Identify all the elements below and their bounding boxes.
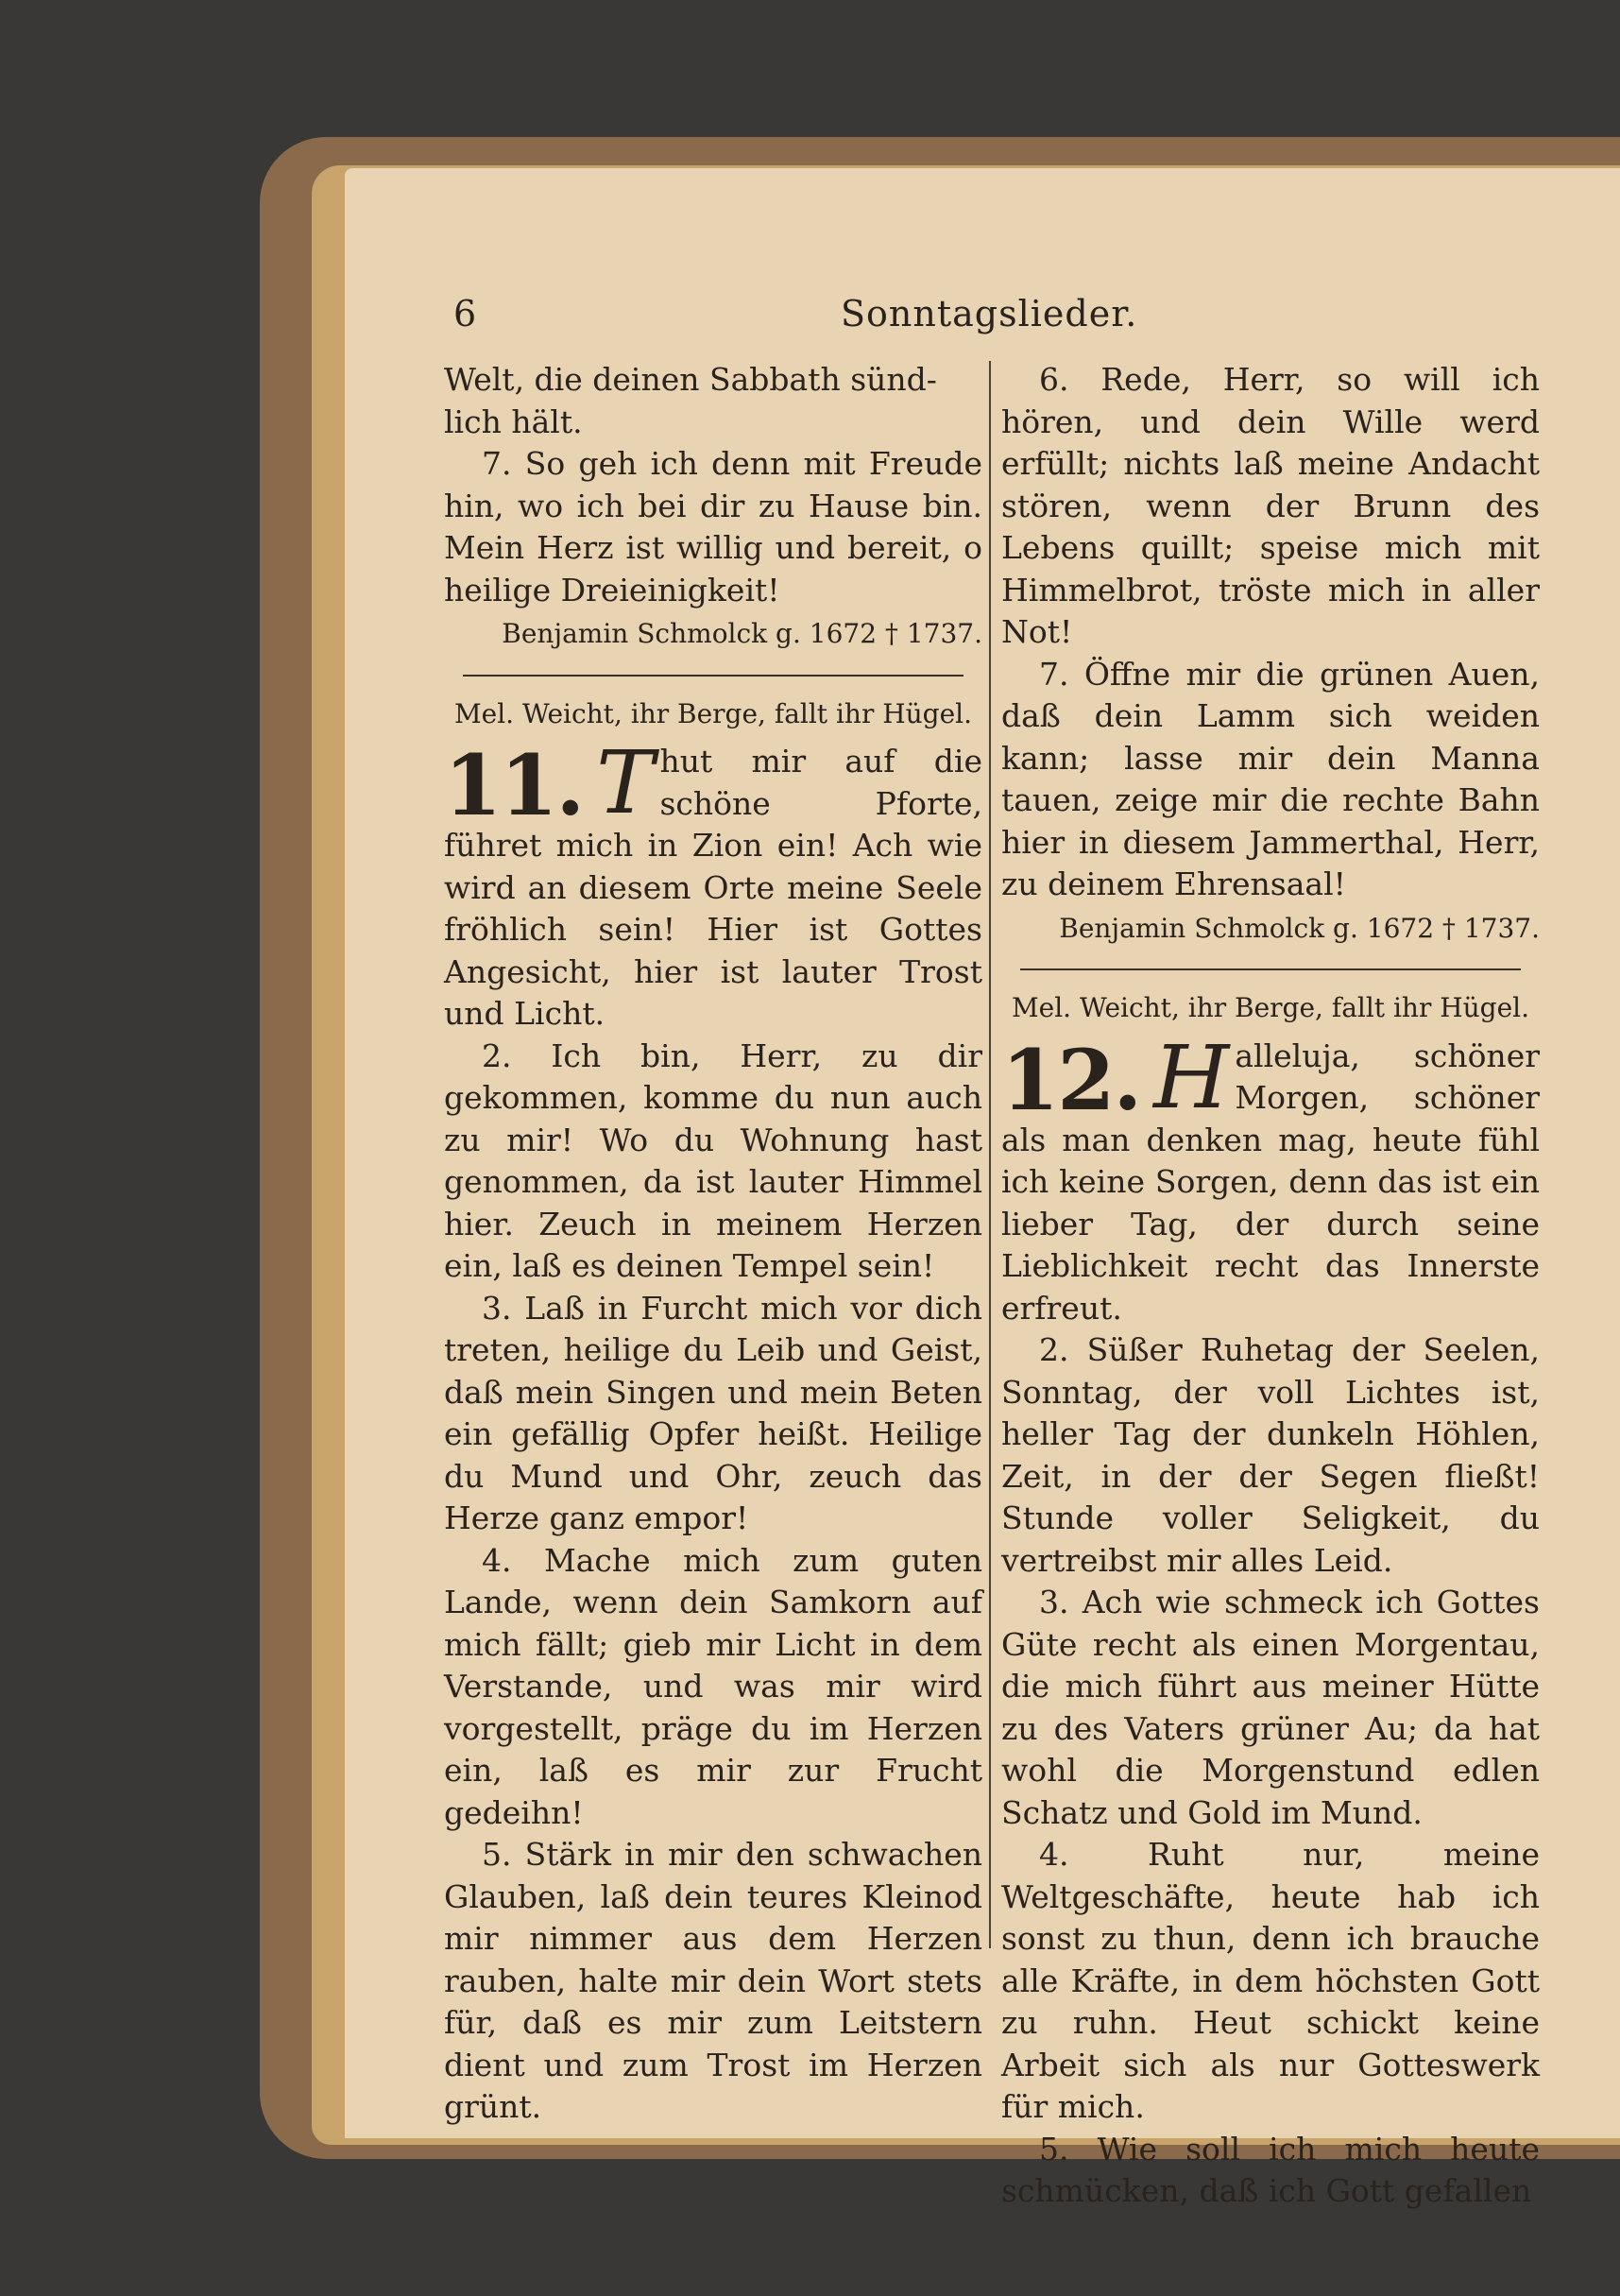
left-column (444, 359, 982, 2129)
hymn-number: 12. (1001, 1030, 1141, 1129)
verse-7: 7. So geh ich denn mit Freude hin, wo ich bei dir zu Hause bin. Mein Herz ist willig und bereit, o heilige Dreieinigkeit! (444, 445, 982, 608)
hymn-number: 11. (444, 736, 584, 834)
drop-cap: T (596, 732, 655, 833)
melody-line: Mel. Weicht, ihr Berge, fallt ihr Hügel. (453, 697, 973, 729)
attribution: Benjamin Schmolck g. 1672 † 1737. (1059, 912, 1540, 944)
verse-1: alleluja, schöner Morgen, schöner als man denken mag, heute fühl ich keine Sorgen, denn das ist ein lieber Tag, der durch seine Lieblichkeit recht das Innerste erfreut. (1001, 1037, 1540, 1327)
verse-4: 4. Ruht nur, meine Weltgeschäfte, heute hab ich sonst zu thun, denn ich brauche alle Kräfte, in dem höchsten Gott zu ruhn. Heut schickt keine Arbeit sich als nur Gotteswerk für mich. (1001, 1836, 1540, 2125)
text-block (444, 283, 1540, 2209)
divider (463, 675, 963, 677)
running-head (444, 283, 1540, 340)
verse-2: 2. Süßer Ruhetag der Seelen, Sonntag, der voll Lichtes ist, heller Tag der dunkeln Höhlen, Zeit, in der der Segen fließt! Stunde voller Seligkeit, du vertreibst mir alles Leid. (1001, 1331, 1540, 1579)
column-rule (989, 361, 991, 1948)
continued-line-2: lich hält. (444, 403, 583, 440)
hymn-11-opening (444, 732, 982, 1036)
verse-5: 5. Wie soll ich mich heute schmücken, daß ich Gott gefallen (1001, 2130, 1540, 2209)
right-column (1001, 359, 1540, 2213)
melody-line: Mel. Weicht, ihr Berge, fallt ihr Hügel. (1011, 992, 1530, 1023)
continued-line-1: Welt, die deinen Sabbath sünd- (444, 361, 937, 398)
page-number: 6 (453, 293, 477, 334)
hymn-12-opening (1001, 1026, 1540, 1330)
verse-2: 2. Ich bin, Herr, zu dir gekommen, komme du nun auch zu mir! Wo du Wohnung hast genommen, da ist lauter Himmel hier. Zeuch in meinem Herzen ein, laß es deinen Tempel sein! (444, 1037, 982, 1284)
page-title: Sonntagslieder. (841, 293, 1138, 334)
verse-6: 6. Rede, Herr, so will ich hören, und dein Wille werd erfüllt; nichts laß meine Andacht stören, wenn der Brunn des Lebens quillt; speise mich mit Himmelbrot, tröste mich in aller Not! (1001, 361, 1540, 650)
divider (1020, 968, 1521, 970)
verse-4: 4. Mache mich zum guten Lande, wenn dein Samkorn auf mich fällt; gieb mir Licht in dem Verstande, und was mir wird vorgestellt, präge du im Herzen ein, laß es mir zur Frucht gedeihn! (444, 1541, 982, 1831)
verse-1: hut mir auf die schöne Pforte, führet mich in Zion ein! Ach wie wird an diesem Orte meine Seele fröhlich sein! Hier ist Gottes Angesicht, hier ist lauter Trost und Licht. (444, 743, 982, 1032)
verse-5: 5. Stärk in mir den schwachen Glauben, laß dein teures Kleinod mir nimmer aus dem Herzen rauben, halte mir dein Wort stets für, daß es mir zum Leitstern dient und zum Trost im Herzen grünt. (444, 1836, 982, 2125)
drop-cap: H (1153, 1026, 1230, 1128)
verse-7: 7. Öffne mir die grünen Auen, daß dein Lamm sich weiden kann; lasse mir dein Manna tauen, zeige mir die rechte Bahn hier in diesem Jammerthal, Herr, zu deinem Ehrensaal! (1001, 655, 1540, 902)
verse-3: 3. Ach wie schmeck ich Gottes Güte recht als einen Morgentau, die mich führt aus meiner Hütte zu des Vaters grüner Au; da hat wohl die Morgenstund edlen Schatz und Gold im Mund. (1001, 1584, 1540, 1831)
verse-3: 3. Laß in Furcht mich vor dich treten, heilige du Leib und Geist, daß mein Singen und mein Beten ein gefällig Opfer heißt. Heilige du Mund und Ohr, zeuch das Herze ganz empor! (444, 1289, 982, 1536)
attribution: Benjamin Schmolck g. 1672 † 1737. (502, 618, 982, 649)
